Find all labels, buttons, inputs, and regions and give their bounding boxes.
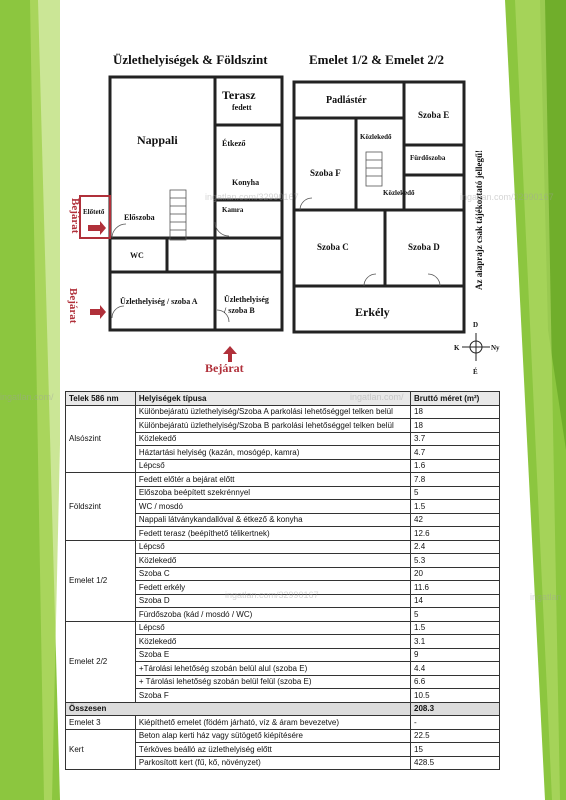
room-type-cell: Különbejáratú üzlethelyiség/Szoba B parkolási lehetőséggel telken belül (135, 419, 410, 433)
room-eloteto: Előtető (83, 208, 105, 216)
table-row (66, 473, 500, 487)
size-cell: 6.6 (411, 675, 500, 689)
room-type-cell: Fedett erkély (135, 581, 410, 595)
size-cell: 15 (411, 743, 500, 757)
size-cell: 1.5 (411, 500, 500, 514)
size-cell: 14 (411, 594, 500, 608)
size-cell: 12.6 (411, 527, 500, 541)
size-cell: 4.7 (411, 446, 500, 460)
size-cell: 428.5 (411, 756, 500, 770)
entrance-left-label: Bejárat (67, 288, 79, 324)
size-cell: 5 (411, 486, 500, 500)
size-cell: 10.5 (411, 689, 500, 703)
compass-e: Ny (491, 344, 500, 352)
entrance-bottom-label: Bejárat (205, 361, 244, 375)
watermark-text: ingatlan (530, 592, 562, 602)
room-type-cell: WC / mosdó (135, 500, 410, 514)
size-cell: 42 (411, 513, 500, 527)
room-type-cell: Fedett előtér a bejárat előtt (135, 473, 410, 487)
size-cell: 18 (411, 419, 500, 433)
room-type-cell: Fürdőszoba (kád / mosdó / WC) (135, 608, 410, 622)
compass-s: É (473, 368, 478, 376)
room-szoba-d: Szoba D (408, 242, 440, 252)
room-uzlet-b-line2: / szoba B (224, 306, 255, 315)
room-furdoszoba: Fürdőszoba (410, 154, 446, 162)
watermark-text: ingatlan.com/ (0, 392, 54, 402)
room-type-cell: + Tárolási lehetőség szobán belül felül (szoba E) (135, 675, 410, 689)
size-cell: - (411, 716, 500, 730)
room-eloszoba: Előszoba (124, 213, 155, 222)
total-value: 208.3 (411, 702, 500, 716)
room-type-cell: Parkosított kert (fű, kő, növényzet) (135, 756, 410, 770)
watermark-text: ingatlan.com/32990167 (460, 192, 554, 202)
header-room-type: Helyiségek típusa (135, 392, 410, 406)
room-kozlekedo-1: Közlekedő (360, 133, 392, 141)
room-type-cell: Beton alap kerti ház vagy sütögető kiépítésére (135, 729, 410, 743)
group-name-cell: Földszint (66, 473, 136, 541)
room-type-cell: Szoba D (135, 594, 410, 608)
room-nappali: Nappali (137, 133, 178, 147)
table-row (66, 405, 500, 419)
room-szoba-c: Szoba C (317, 242, 349, 252)
disclaimer-text: Az alaprajz csak tájékoztató jellegű! (474, 150, 484, 290)
watermark-text: ingatlan.com/32990167 (205, 192, 299, 202)
size-cell: 5 (411, 608, 500, 622)
room-type-cell: Kiépíthető emelet (födém járható, víz & áram bevezetve) (135, 716, 410, 730)
room-kozlekedo-2: Közlekedő (383, 189, 415, 197)
room-type-cell: +Tárolási lehetőség szobán belül alul (szoba E) (135, 662, 410, 676)
size-cell: 11.6 (411, 581, 500, 595)
watermark-text: ingatlan.com/ (350, 392, 404, 402)
group-name-cell: Alsószint (66, 405, 136, 473)
room-size-table (65, 391, 500, 770)
size-cell: 5.3 (411, 554, 500, 568)
group-name-cell: Emelet 3 (66, 716, 136, 730)
compass-n: D (473, 321, 479, 329)
compass-w: K (454, 344, 460, 352)
room-type-cell: Lépcső (135, 459, 410, 473)
table-row (66, 621, 500, 635)
room-uzlet-a: Üzlethelyiség / szoba A (120, 297, 198, 306)
header-plot: Telek 586 nm (66, 392, 136, 406)
size-cell: 22.5 (411, 729, 500, 743)
size-cell: 1.5 (411, 621, 500, 635)
room-type-cell: Közlekedő (135, 432, 410, 446)
room-etkezo: Étkező (222, 139, 246, 148)
room-type-cell: Lépcső (135, 540, 410, 554)
size-cell: 3.7 (411, 432, 500, 446)
room-type-cell: Előszoba beépített szekrénnyel (135, 486, 410, 500)
room-type-cell: Lépcső (135, 621, 410, 635)
upper-floor-title: Emelet 1/2 & Emelet 2/2 (309, 52, 445, 67)
room-type-cell: Térköves beálló az üzlethelyiség előtt (135, 743, 410, 757)
room-terasz-fedett: fedett (232, 103, 252, 112)
room-erkely: Erkély (355, 305, 390, 319)
size-cell: 2.4 (411, 540, 500, 554)
size-cell: 4.4 (411, 662, 500, 676)
header-size: Bruttó méret (m²) (411, 392, 500, 406)
room-szoba-f: Szoba F (310, 168, 341, 178)
size-cell: 9 (411, 648, 500, 662)
room-type-cell: Háztartási helyiség (kazán, mosógép, kamra) (135, 446, 410, 460)
room-type-cell: Fedett terasz (beépíthető télikertnek) (135, 527, 410, 541)
table-row (66, 729, 500, 743)
size-cell: 20 (411, 567, 500, 581)
room-terasz: Terasz (222, 88, 256, 102)
room-kamra: Kamra (222, 206, 244, 214)
room-uzlet-b-line1: Üzlethelyiség (224, 295, 269, 304)
total-row (66, 702, 500, 716)
group-name-cell: Emelet 1/2 (66, 540, 136, 621)
table-header-row (66, 392, 500, 406)
group-name-cell: Kert (66, 729, 136, 770)
size-cell: 7.8 (411, 473, 500, 487)
table-row (66, 716, 500, 730)
total-label: Összesen (66, 702, 411, 716)
room-type-cell: Szoba F (135, 689, 410, 703)
room-wc: WC (130, 251, 144, 260)
size-cell: 3.1 (411, 635, 500, 649)
room-szoba-e: Szoba E (418, 110, 450, 120)
table-row (66, 540, 500, 554)
size-cell: 1.6 (411, 459, 500, 473)
group-name-cell: Emelet 2/2 (66, 621, 136, 702)
room-padlaster: Padlástér (326, 95, 367, 106)
ground-floor-title: Üzlethelyiségek & Földszint (113, 52, 268, 67)
room-type-cell: Közlekedő (135, 554, 410, 568)
room-type-cell: Nappali látványkandallóval & étkező & konyha (135, 513, 410, 527)
entrance-side-label: Bejárat (69, 198, 81, 234)
room-type-cell: Különbejáratú üzlethelyiség/Szoba A parkolási lehetőséggel telken belül (135, 405, 410, 419)
room-type-cell: Szoba C (135, 567, 410, 581)
size-cell: 18 (411, 405, 500, 419)
watermark-text: ingatlan.com/32990167 (225, 590, 319, 600)
room-type-cell: Szoba E (135, 648, 410, 662)
room-type-cell: Közlekedő (135, 635, 410, 649)
room-konyha: Konyha (232, 178, 260, 187)
